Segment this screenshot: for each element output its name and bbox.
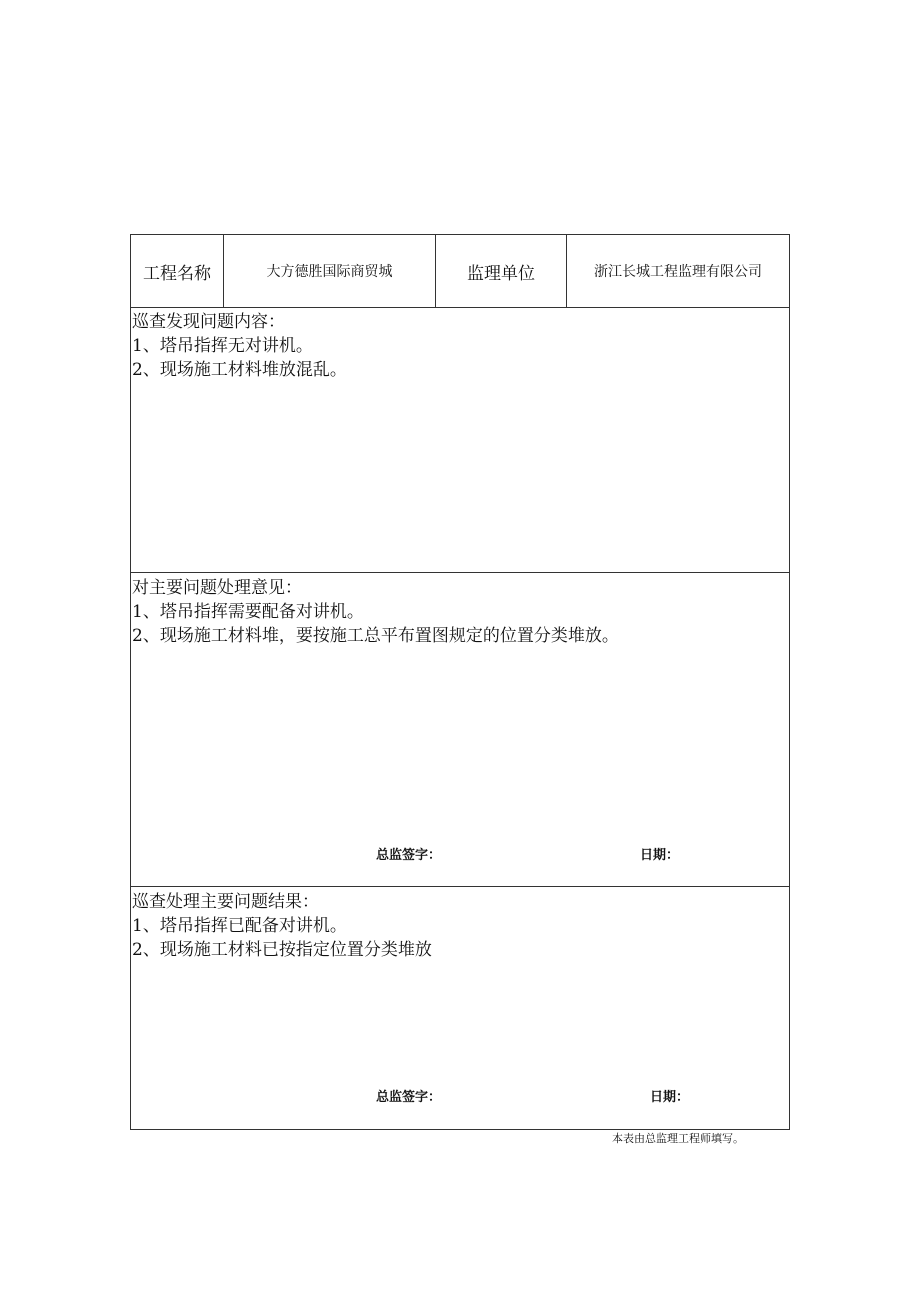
project-name-value: 大方德胜国际商贸城	[224, 235, 436, 307]
project-name-label: 工程名称	[131, 235, 224, 307]
handling-result-section	[131, 887, 789, 1129]
inspection-findings-section	[131, 307, 789, 573]
date-label: 日期：	[650, 1090, 690, 1105]
list-item: 2、现场施工材料堆，要按施工总平布置图规定的位置分类堆放。	[132, 626, 619, 646]
footer-note: 本表由总监理工程师填写。	[612, 1132, 744, 1145]
list-item: 1、塔吊指挥已配备对讲机。	[132, 916, 347, 936]
chief-signature-label: 总监签字：	[376, 848, 442, 863]
handling-opinion-section	[131, 573, 789, 887]
header-row	[131, 235, 789, 308]
section-title: 对主要问题处理意见：	[132, 578, 302, 598]
date-label: 日期：	[640, 848, 680, 863]
inspection-form	[130, 234, 790, 1130]
list-item: 2、现场施工材料堆放混乱。	[132, 360, 347, 380]
list-item: 2、现场施工材料已按指定位置分类堆放	[132, 940, 432, 960]
list-item: 1、塔吊指挥需要配备对讲机。	[132, 602, 364, 622]
supervisor-unit-label: 监理单位	[436, 235, 567, 307]
section-title: 巡查处理主要问题结果：	[132, 892, 319, 912]
chief-signature-label: 总监签字：	[376, 1090, 442, 1105]
section-title: 巡查发现问题内容：	[132, 312, 285, 332]
supervisor-unit-value: 浙江长城工程监理有限公司	[594, 264, 762, 280]
list-item: 1、塔吊指挥无对讲机。	[132, 336, 313, 356]
